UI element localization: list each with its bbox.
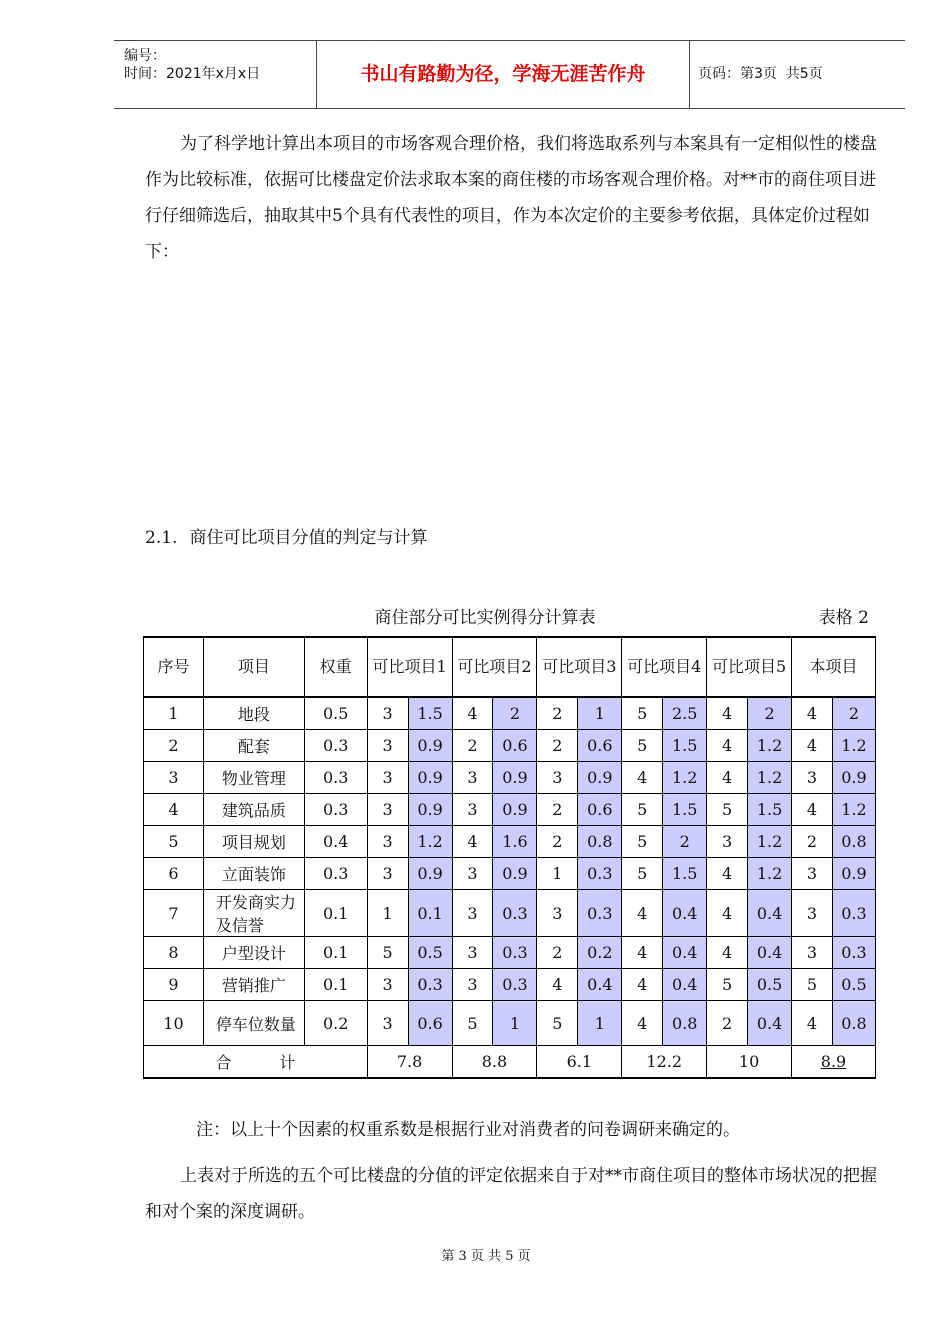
total-label: 合 计 (144, 1046, 368, 1079)
rating-cell: 3 (367, 858, 408, 890)
total-comparable-1: 7.8 (367, 1046, 452, 1079)
rating-cell: 4 (622, 937, 663, 969)
table-row (144, 937, 876, 969)
table-caption (145, 602, 875, 634)
row-weight: 0.3 (304, 858, 367, 890)
weighted-score-cell: 0.8 (663, 1001, 707, 1046)
weighted-score-cell: 1.5 (748, 794, 792, 826)
page-header (114, 40, 905, 109)
row-item: 物业管理 (203, 762, 304, 794)
weighted-score-cell: 0.3 (578, 858, 622, 890)
row-item: 配套 (203, 730, 304, 762)
weighted-score-cell: 0.4 (748, 890, 792, 937)
header-weight: 权重 (304, 637, 367, 697)
rating-cell: 2 (537, 697, 578, 730)
weighted-score-cell: 0.3 (578, 890, 622, 937)
weighted-score-cell: 2 (493, 697, 537, 730)
rating-cell: 3 (792, 890, 833, 937)
row-weight: 0.1 (304, 969, 367, 1001)
weighted-score-cell: 0.4 (663, 890, 707, 937)
header-comparable-5: 可比项目5 (707, 637, 792, 697)
rating-cell: 4 (452, 826, 493, 858)
row-seq: 1 (144, 697, 204, 730)
weighted-score-cell: 0.9 (832, 858, 875, 890)
row-weight: 0.1 (304, 937, 367, 969)
table-row (144, 826, 876, 858)
rating-cell: 3 (452, 762, 493, 794)
row-weight: 0.3 (304, 730, 367, 762)
rating-cell: 3 (452, 858, 493, 890)
rating-cell: 4 (707, 697, 748, 730)
rating-cell: 5 (622, 697, 663, 730)
rating-cell: 3 (452, 937, 493, 969)
total-comparable-5: 10 (707, 1046, 792, 1079)
weighted-score-cell: 2 (832, 697, 875, 730)
rating-cell: 4 (452, 697, 493, 730)
weighted-score-cell: 0.3 (493, 890, 537, 937)
row-seq: 7 (144, 890, 204, 937)
table-row (144, 1001, 876, 1046)
row-weight: 0.1 (304, 890, 367, 937)
section-heading (145, 520, 439, 556)
rating-cell: 5 (367, 937, 408, 969)
rating-cell: 3 (537, 890, 578, 937)
row-seq: 8 (144, 937, 204, 969)
rating-cell: 5 (707, 969, 748, 1001)
rating-cell: 4 (707, 858, 748, 890)
row-seq: 2 (144, 730, 204, 762)
header-page-info: 页码：第3页 共5页 (698, 66, 823, 82)
weighted-score-cell: 0.4 (748, 937, 792, 969)
weighted-score-cell: 1 (493, 1001, 537, 1046)
weighted-score-cell: 0.3 (493, 937, 537, 969)
weighted-score-cell: 0.4 (748, 1001, 792, 1046)
row-weight: 0.5 (304, 697, 367, 730)
rating-cell: 4 (792, 794, 833, 826)
row-weight: 0.2 (304, 1001, 367, 1046)
section-title: 商住可比项目分值的判定与计算 (189, 528, 428, 548)
weighted-score-cell: 0.9 (408, 794, 452, 826)
weighted-score-cell: 0.6 (578, 794, 622, 826)
weighted-score-cell: 0.3 (408, 969, 452, 1001)
row-seq: 9 (144, 969, 204, 1001)
weighted-score-cell: 1.2 (408, 826, 452, 858)
header-seq: 序号 (144, 637, 204, 697)
rating-cell: 2 (792, 826, 833, 858)
weighted-score-cell: 1.2 (663, 762, 707, 794)
weighted-score-cell: 0.1 (408, 890, 452, 937)
weighted-score-cell: 1.5 (663, 858, 707, 890)
weighted-score-cell: 0.5 (408, 937, 452, 969)
score-table (143, 636, 876, 1079)
page-footer: 第 3 页 共 5 页 (441, 1249, 531, 1264)
header-comparable-3: 可比项目3 (537, 637, 622, 697)
total-this-project (792, 1046, 876, 1079)
header-this-project: 本项目 (792, 637, 876, 697)
row-seq: 6 (144, 858, 204, 890)
weighted-score-cell: 2.5 (663, 697, 707, 730)
rating-cell: 3 (792, 762, 833, 794)
rating-cell: 3 (452, 794, 493, 826)
rating-cell: 4 (792, 1001, 833, 1046)
table-row (144, 858, 876, 890)
row-item: 户型设计 (203, 937, 304, 969)
total-comparable-4: 12.2 (622, 1046, 707, 1079)
rating-cell: 2 (452, 730, 493, 762)
weighted-score-cell: 1.2 (832, 730, 875, 762)
header-time-label: 时间：2021年x月x日 (124, 66, 261, 82)
weighted-score-cell: 1.2 (748, 730, 792, 762)
rating-cell: 5 (707, 794, 748, 826)
table-row (144, 697, 876, 730)
weighted-score-cell: 0.9 (578, 762, 622, 794)
row-weight: 0.3 (304, 762, 367, 794)
weighted-score-cell: 0.8 (832, 826, 875, 858)
header-slogan: 书山有路勤为径，学海无涯苦作舟 (360, 63, 646, 85)
rating-cell: 5 (622, 730, 663, 762)
table-number: 表格 2 (818, 608, 869, 628)
weighted-score-cell: 0.6 (493, 730, 537, 762)
weighted-score-cell: 1.6 (493, 826, 537, 858)
rating-cell: 3 (367, 1001, 408, 1046)
weighted-score-cell: 0.3 (832, 890, 875, 937)
rating-cell: 3 (367, 697, 408, 730)
weighted-score-cell: 1 (578, 1001, 622, 1046)
table-title: 商住部分可比实例得分计算表 (374, 608, 596, 628)
rating-cell: 5 (622, 826, 663, 858)
weighted-score-cell: 0.5 (832, 969, 875, 1001)
row-item: 营销推广 (203, 969, 304, 1001)
weighted-score-cell: 1 (578, 697, 622, 730)
weighted-score-cell: 0.8 (832, 1001, 875, 1046)
rating-cell: 1 (367, 890, 408, 937)
weighted-score-cell: 0.6 (408, 1001, 452, 1046)
rating-cell: 3 (367, 794, 408, 826)
row-item: 建筑品质 (203, 794, 304, 826)
rating-cell: 3 (537, 762, 578, 794)
rating-cell: 3 (367, 730, 408, 762)
rating-cell: 3 (707, 826, 748, 858)
row-seq: 4 (144, 794, 204, 826)
total-comparable-3: 6.1 (537, 1046, 622, 1079)
table-row (144, 890, 876, 937)
rating-cell: 4 (537, 969, 578, 1001)
rating-cell: 4 (707, 762, 748, 794)
weighted-score-cell: 1.2 (748, 762, 792, 794)
row-item: 地段 (203, 697, 304, 730)
rating-cell: 3 (367, 969, 408, 1001)
row-seq: 3 (144, 762, 204, 794)
rating-cell: 4 (792, 697, 833, 730)
row-item: 立面装饰 (203, 858, 304, 890)
rating-cell: 4 (707, 890, 748, 937)
row-item: 项目规划 (203, 826, 304, 858)
table-header-row (144, 637, 876, 697)
weighted-score-cell: 0.3 (832, 937, 875, 969)
rating-cell: 4 (622, 1001, 663, 1046)
row-item: 停车位数量 (203, 1001, 304, 1046)
weighted-score-cell: 0.8 (578, 826, 622, 858)
rating-cell: 5 (537, 1001, 578, 1046)
weighted-score-cell: 0.2 (578, 937, 622, 969)
rating-cell: 2 (707, 1001, 748, 1046)
rating-cell: 5 (622, 858, 663, 890)
header-number-label: 编号： (124, 48, 166, 64)
header-comparable-2: 可比项目2 (452, 637, 537, 697)
rating-cell: 3 (367, 826, 408, 858)
total-this-project-value: 8.9 (820, 1052, 847, 1071)
rating-cell: 5 (452, 1001, 493, 1046)
weighted-score-cell: 0.4 (578, 969, 622, 1001)
weighted-score-cell: 0.3 (493, 969, 537, 1001)
weighted-score-cell: 1.5 (408, 697, 452, 730)
weighted-score-cell: 0.9 (493, 762, 537, 794)
weighted-score-cell: 0.9 (408, 762, 452, 794)
weighted-score-cell: 0.4 (663, 937, 707, 969)
rating-cell: 5 (792, 969, 833, 1001)
rating-cell: 4 (707, 937, 748, 969)
header-meta (114, 41, 316, 108)
rating-cell: 3 (452, 890, 493, 937)
weighted-score-cell: 0.4 (663, 969, 707, 1001)
weighted-score-cell: 0.9 (832, 762, 875, 794)
rating-cell: 4 (707, 730, 748, 762)
weighted-score-cell: 2 (748, 697, 792, 730)
rating-cell: 4 (622, 762, 663, 794)
rating-cell: 3 (367, 762, 408, 794)
weighted-score-cell: 0.9 (408, 858, 452, 890)
rating-cell: 1 (537, 858, 578, 890)
total-comparable-2: 8.8 (452, 1046, 537, 1079)
rating-cell: 5 (622, 794, 663, 826)
weighted-score-cell: 0.9 (493, 858, 537, 890)
closing-paragraph: 上表对于所选的五个可比楼盘的分值的评定依据来自于对**市商住项目的整体市场状况的把握和对个案的深度调研。 (145, 1166, 877, 1222)
row-weight: 0.3 (304, 794, 367, 826)
header-comparable-1: 可比项目1 (367, 637, 452, 697)
weighted-score-cell: 1.2 (748, 858, 792, 890)
weighted-score-cell: 1.2 (748, 826, 792, 858)
weighted-score-cell: 2 (663, 826, 707, 858)
table-row (144, 730, 876, 762)
rating-cell: 2 (537, 730, 578, 762)
rating-cell: 2 (537, 794, 578, 826)
table-row (144, 794, 876, 826)
table-row (144, 969, 876, 1001)
row-seq: 10 (144, 1001, 204, 1046)
header-item: 项目 (203, 637, 304, 697)
rating-cell: 4 (792, 730, 833, 762)
rating-cell: 4 (622, 890, 663, 937)
table-note: 注：以上十个因素的权重系数是根据行业对消费者的问卷调研来确定的。 (196, 1120, 740, 1140)
section-number: 2.1. (145, 528, 178, 548)
weighted-score-cell: 0.6 (578, 730, 622, 762)
weighted-score-cell: 1.5 (663, 730, 707, 762)
weighted-score-cell: 1.2 (832, 794, 875, 826)
intro-paragraph: 为了科学地计算出本项目的市场客观合理价格，我们将选取系列与本案具有一定相似性的楼盘作为比较标准，依据可比楼盘定价法求取本案的商住楼的市场客观合理价格。对**市的商住项目进行仔细筛选后，抽取其中5个具有代表性的项目，作为本次定价的主要参考依据，具体定价过程如下： (145, 134, 877, 262)
total-row (144, 1046, 876, 1079)
header-comparable-4: 可比项目4 (622, 637, 707, 697)
row-weight: 0.4 (304, 826, 367, 858)
rating-cell: 3 (452, 969, 493, 1001)
rating-cell: 3 (792, 937, 833, 969)
weighted-score-cell: 1.5 (663, 794, 707, 826)
rating-cell: 4 (622, 969, 663, 1001)
weighted-score-cell: 0.5 (748, 969, 792, 1001)
row-seq: 5 (144, 826, 204, 858)
rating-cell: 2 (537, 937, 578, 969)
rating-cell: 3 (792, 858, 833, 890)
weighted-score-cell: 0.9 (493, 794, 537, 826)
row-item: 开发商实力及信誉 (203, 890, 304, 937)
weighted-score-cell: 0.9 (408, 730, 452, 762)
table-row (144, 762, 876, 794)
rating-cell: 2 (537, 826, 578, 858)
